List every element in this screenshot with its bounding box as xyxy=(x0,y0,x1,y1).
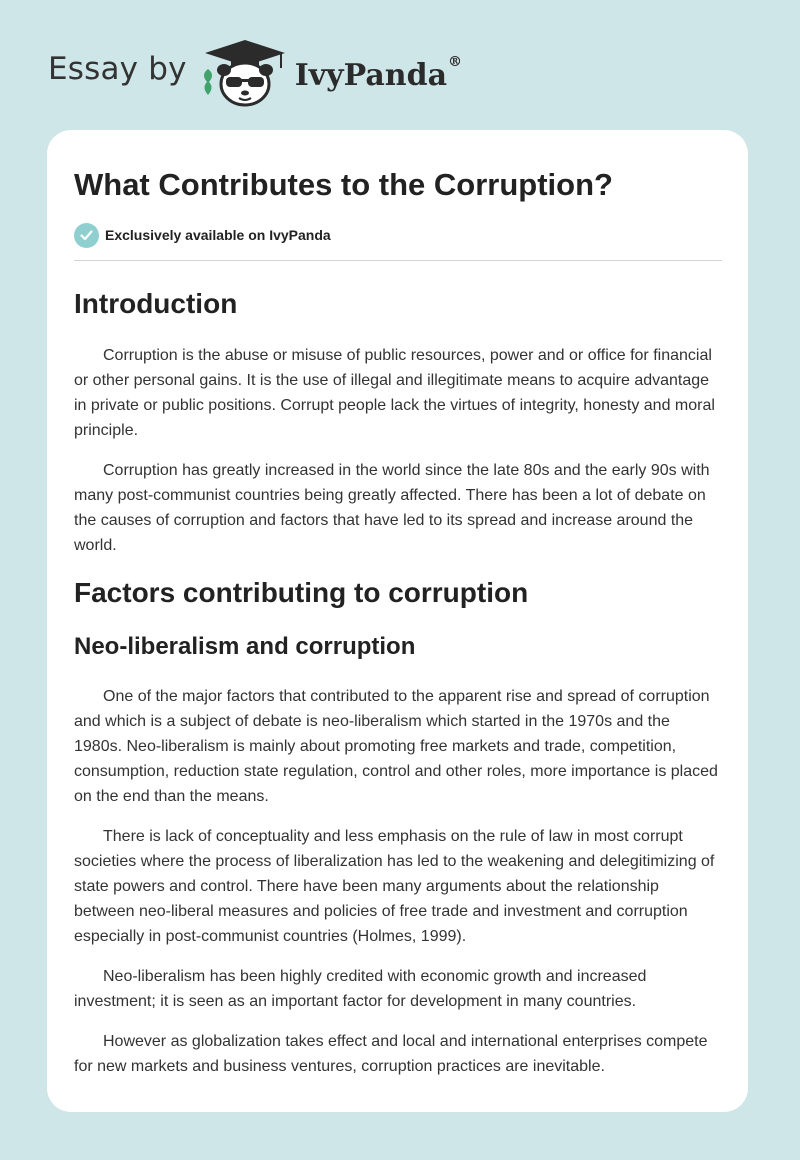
paragraph: However as globalization takes effect and local and international enterprises compete for new markets and business ventures, corruption practices are inevitable. xyxy=(74,1033,708,1075)
paragraph: One of the major factors that contributed to the apparent rise and spread of corruption and which is a subject of debate is neo-liberalism which started in the 1970s and the 1980s. Neo-liberalism is mainly about promoting free markets and trade, competition, consumption, reduction state regulation, control and other roles, more importance is placed on the end than the means. xyxy=(74,688,718,805)
paragraph: Neo-liberalism has been highly credited with economic growth and increased investment; it is seen as an important factor for development in many countries. xyxy=(74,968,647,1010)
article-title: What Contributes to the Corruption? xyxy=(74,167,613,202)
ivy-leaf-icon xyxy=(199,67,217,97)
exclusive-badge xyxy=(74,221,722,249)
section-heading-factors: Factors contributing to corruption xyxy=(74,577,529,608)
subsection-heading-neoliberalism: Neo-liberalism and corruption xyxy=(74,633,416,660)
paragraph: Corruption has greatly increased in the world since the late 80s and the early 90s with many post-communist countries being greatly affected. There has been a lot of debate on the causes of corruption and factors that have led to its spread and increase around the world. xyxy=(74,462,710,554)
paragraph: There is lack of conceptuality and less emphasis on the rule of law in most corrupt societies where the process of liberalization has led to the weakening and delegitimizing of state powers and control. There have been many arguments about the relationship between neo-liberal measures and policies of free trade and investment and corruption especially in post-communist countries (Holmes, 1999). xyxy=(74,828,715,945)
badge-text: Exclusively available on IvyPanda xyxy=(105,227,331,243)
brand-logo[interactable] xyxy=(48,38,462,108)
article-card xyxy=(47,130,748,1112)
brand-name: IvyPanda® xyxy=(294,53,463,93)
paragraph: Corruption is the abuse or misuse of public resources, power and or office for financial or other personal gains. It is the use of illegal and illegitimate means to acquire advantage in private or public positions. Corrupt people lack the virtues of integrity, honesty and moral principle. xyxy=(74,347,715,439)
section-heading-introduction: Introduction xyxy=(74,288,238,319)
checkmark-icon xyxy=(74,223,99,248)
brand-prefix: Essay by xyxy=(48,51,187,87)
divider xyxy=(74,260,722,261)
